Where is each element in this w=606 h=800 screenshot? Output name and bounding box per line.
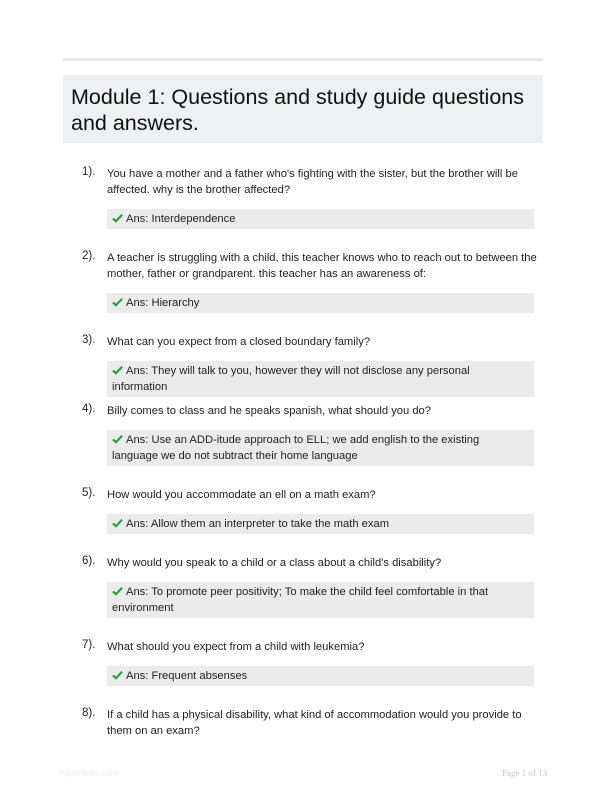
answer-box (107, 430, 534, 466)
answer-box (107, 293, 534, 313)
qa-item (63, 707, 543, 747)
title-banner (63, 75, 543, 143)
answer-text: Ans: To promote peer positivity; To make the child feel comfortable in that environment (112, 586, 489, 614)
qa-item (63, 487, 543, 555)
qa-item (63, 250, 543, 334)
answer-box (107, 666, 534, 686)
answer-text: Ans: Hierarchy (126, 297, 200, 309)
checkmark-icon (112, 213, 123, 223)
answer-box (107, 582, 534, 618)
question-number: 5). (82, 487, 96, 499)
question-text: What should you expect from a child with leukemia? (107, 641, 365, 653)
top-divider (63, 58, 543, 61)
qa-item (63, 166, 543, 250)
checkmark-icon (112, 586, 123, 596)
question-text: If a child has a physical disability, what kind of accommodation would you provide to them on an exam? (107, 709, 522, 737)
checkmark-icon (112, 297, 123, 307)
answer-box (107, 361, 534, 397)
question-text: A teacher is struggling with a child, this teacher knows who to reach out to between the mother, father or grandparent. this teacher has an awareness of: (107, 252, 537, 280)
checkmark-icon (112, 670, 123, 680)
question-text: Billy comes to class and he speaks spanish, what should you do? (107, 405, 432, 417)
answer-box (107, 209, 534, 229)
qa-item (63, 639, 543, 707)
question-number: 2). (82, 250, 96, 262)
question-text: Why would you speak to a child or a class about a child's disability? (107, 557, 442, 569)
question-text: What can you expect from a closed boundary family? (107, 336, 371, 348)
answer-text: Ans: Use an ADD-itude approach to ELL; we add english to the existing language we do not subtract their home language (112, 434, 480, 462)
answer-text: Ans: Interdependence (126, 213, 236, 225)
question-text: You have a mother and a father who's fighting with the sister, but the brother will be affected. why is the brother affected? (107, 168, 518, 196)
page-title: Module 1: Questions and study guide questions and answers. (71, 85, 524, 135)
answer-text: Ans: Allow them an interpreter to take the math exam (126, 518, 390, 530)
checkmark-icon (112, 434, 123, 444)
answer-text: Ans: Frequent absenses (126, 670, 248, 682)
question-number: 7). (82, 639, 96, 651)
question-number: 1). (82, 166, 96, 178)
qa-item (63, 334, 543, 403)
answer-text: Ans: They will talk to you, however they will not disclose any personal information (112, 365, 470, 393)
checkmark-icon (112, 518, 123, 528)
qa-item (63, 403, 543, 487)
question-number: 8). (82, 707, 96, 719)
checkmark-icon (112, 365, 123, 375)
question-number: 6). (82, 555, 96, 567)
page-number: Page 1 of 13 (502, 768, 548, 778)
answer-box (107, 514, 534, 534)
question-number: 3). (82, 334, 96, 346)
qa-list (63, 166, 543, 747)
question-number: 4). (82, 403, 96, 415)
footer-source: Paperfolio.com (58, 768, 119, 778)
question-text: How would you accommodate an ell on a math exam? (107, 489, 376, 501)
qa-item (63, 555, 543, 639)
